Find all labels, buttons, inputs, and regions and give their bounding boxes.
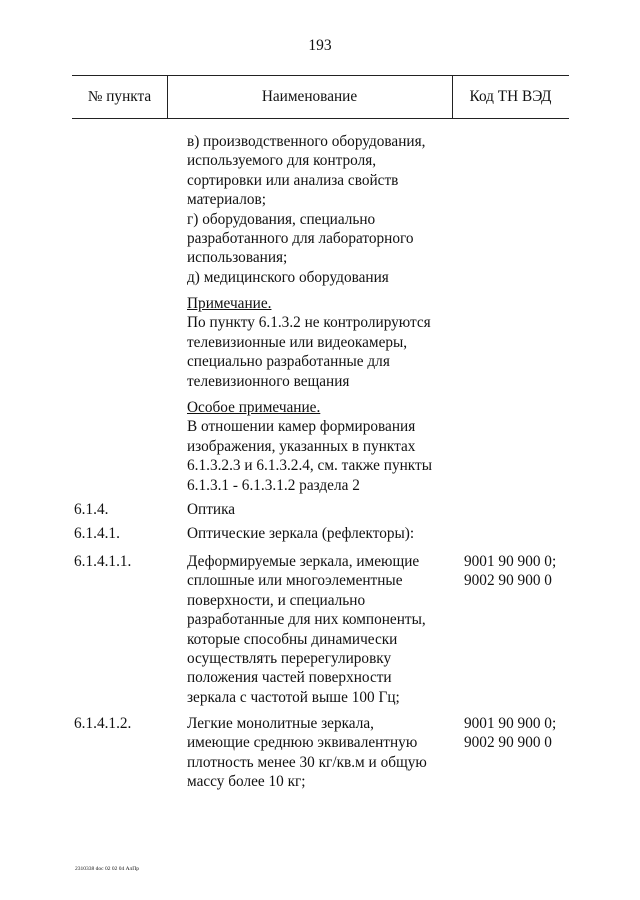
row-name: Деформируемые зеркала, имеющие сплошные или многоэлементные поверхности, и специально разработанные для них компоненты, которые способны динамически осуществлять перерегулировку положения частей поверхности зеркала с частотой выше 100 Гц; [187,553,426,706]
row-number: 6.1.4.1.2. [74,715,132,732]
row-number: 6.1.4. [74,501,109,518]
row-number: 6.1.4.1.1. [74,553,132,570]
row-name: Оптические зеркала (рефлекторы): [187,525,415,542]
header-col-code: Код ТН ВЭД [469,88,552,105]
special-note: Особое примечание. В отношении камер формирования изображения, указанных в пунктах 6.1.3.2.3 и 6.1.3.2.4, см. также пункты 6.1.3.1 - 6.1.3.1.2 раздела 2 [187,398,462,495]
note-title: Примечание. [187,295,272,312]
row-name: Легкие монолитные зеркала, имеющие среднюю эквивалентную плотность менее 30 кг/кв.м и общую массу более 10 кг; [187,715,427,791]
footer-doc-id: 2310338 doc 02 02 04 АлПр [75,866,140,872]
header-col-name: Наименование [261,88,358,105]
row-code: 9001 90 900 0; 9002 90 900 0 [464,715,557,752]
table-header [72,75,569,119]
note: Примечание. По пункту 6.1.3.2 не контролируются телевизионные или видеокамеры, специально разработанные для телевизионного вещания [187,294,462,391]
continuation-text: в) производственного оборудования, используемого для контроля, сортировки или анализа свойств материалов; г) оборудования, специально разработанного для лабораторного использования; д) медицинского оборудования [187,133,426,286]
special-note-title: Особое примечание. [187,399,321,416]
row-name: Оптика [187,501,236,518]
page-number: 193 [308,37,332,54]
row-code: 9001 90 900 0; 9002 90 900 0 [464,553,557,590]
header-col-num: № пункта [87,88,152,105]
row-number: 6.1.4.1. [74,525,120,542]
